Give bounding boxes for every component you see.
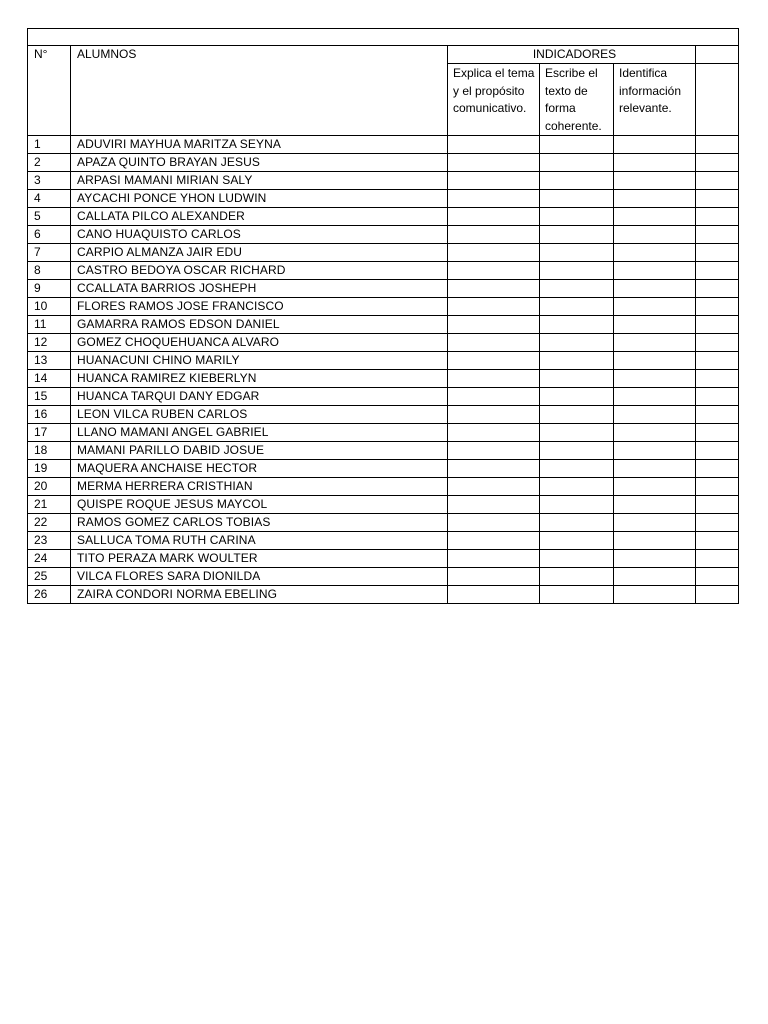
student-name: RAMOS GOMEZ CARLOS TOBIAS (71, 514, 448, 532)
student-name: LEON VILCA RUBEN CARLOS (71, 406, 448, 424)
indicator-1-cell[interactable] (448, 352, 540, 370)
student-name: MAQUERA ANCHAISE HECTOR (71, 460, 448, 478)
indicator-1-cell[interactable] (448, 154, 540, 172)
indicator-1-header: Explica el tema y el propósito comunicativo. (448, 64, 540, 136)
indicator-4-cell[interactable] (696, 388, 739, 406)
indicator-3-cell[interactable] (614, 190, 696, 208)
indicator-3-cell[interactable] (614, 460, 696, 478)
table-row (28, 496, 739, 514)
indicator-2-cell[interactable] (540, 298, 614, 316)
row-number: 11 (28, 316, 71, 334)
student-name: HUANCA RAMIREZ KIEBERLYN (71, 370, 448, 388)
indicator-2-cell[interactable] (540, 424, 614, 442)
indicator-2-cell[interactable] (540, 388, 614, 406)
indicator-3-cell[interactable] (614, 550, 696, 568)
indicator-4-cell[interactable] (696, 532, 739, 550)
row-number: 22 (28, 514, 71, 532)
table-row (28, 262, 739, 280)
row-number: 24 (28, 550, 71, 568)
indicator-1-cell[interactable] (448, 316, 540, 334)
indicator-3-cell[interactable] (614, 208, 696, 226)
indicator-3-cell[interactable] (614, 514, 696, 532)
row-number: 15 (28, 388, 71, 406)
indicator-3-cell[interactable] (614, 586, 696, 604)
student-name: TITO PERAZA MARK WOULTER (71, 550, 448, 568)
indicator-1-cell[interactable] (448, 406, 540, 424)
indicator-2-cell[interactable] (540, 442, 614, 460)
row-number: 20 (28, 478, 71, 496)
indicator-3-header: Identifica información relevante. (614, 64, 696, 136)
indicator-3-cell[interactable] (614, 136, 696, 154)
indicator-1-cell[interactable] (448, 244, 540, 262)
indicator-4-cell[interactable] (696, 298, 739, 316)
indicator-3-cell[interactable] (614, 226, 696, 244)
table-row (28, 370, 739, 388)
indicator-1-cell[interactable] (448, 550, 540, 568)
row-number: 16 (28, 406, 71, 424)
student-name: GOMEZ CHOQUEHUANCA ALVARO (71, 334, 448, 352)
indicator-4-cell[interactable] (696, 352, 739, 370)
table-row (28, 568, 739, 586)
indicator-4-cell[interactable] (696, 316, 739, 334)
indicator-3-cell[interactable] (614, 388, 696, 406)
indicator-4-cell[interactable] (696, 262, 739, 280)
row-number: 3 (28, 172, 71, 190)
table-row (28, 190, 739, 208)
indicator-1-cell[interactable] (448, 370, 540, 388)
student-name: ARPASI MAMANI MIRIAN SALY (71, 172, 448, 190)
indicator-4-header (696, 64, 739, 136)
table-row (28, 388, 739, 406)
indicator-2-cell[interactable] (540, 514, 614, 532)
indicator-1-cell[interactable] (448, 208, 540, 226)
indicator-2-cell[interactable] (540, 478, 614, 496)
student-name: CALLATA PILCO ALEXANDER (71, 208, 448, 226)
indicator-3-cell[interactable] (614, 424, 696, 442)
indicator-1-cell[interactable] (448, 298, 540, 316)
indicator-4-cell[interactable] (696, 208, 739, 226)
student-name: CARPIO ALMANZA JAIR EDU (71, 244, 448, 262)
indicator-4-cell[interactable] (696, 406, 739, 424)
indicator-3-cell[interactable] (614, 154, 696, 172)
table-row (28, 478, 739, 496)
indicator-3-cell[interactable] (614, 568, 696, 586)
extra-header-cell (696, 46, 739, 64)
table-row (28, 172, 739, 190)
indicator-2-cell[interactable] (540, 262, 614, 280)
student-name: GAMARRA RAMOS EDSON DANIEL (71, 316, 448, 334)
indicator-1-cell[interactable] (448, 514, 540, 532)
indicator-4-cell[interactable] (696, 496, 739, 514)
indicator-3-cell[interactable] (614, 496, 696, 514)
indicator-2-cell[interactable] (540, 244, 614, 262)
row-number: 9 (28, 280, 71, 298)
table-row (28, 406, 739, 424)
indicator-3-cell[interactable] (614, 172, 696, 190)
row-number: 1 (28, 136, 71, 154)
row-number: 26 (28, 586, 71, 604)
row-number: 14 (28, 370, 71, 388)
table-row (28, 532, 739, 550)
indicator-3-cell[interactable] (614, 370, 696, 388)
table-row (28, 586, 739, 604)
indicator-1-cell[interactable] (448, 568, 540, 586)
student-name: SALLUCA TOMA RUTH CARINA (71, 532, 448, 550)
indicator-2-cell[interactable] (540, 370, 614, 388)
indicator-4-cell[interactable] (696, 568, 739, 586)
row-number: 5 (28, 208, 71, 226)
row-number: 17 (28, 424, 71, 442)
indicator-1-cell[interactable] (448, 424, 540, 442)
indicators-group-header: INDICADORES (448, 46, 696, 64)
indicator-3-cell[interactable] (614, 244, 696, 262)
student-name: LLANO MAMANI ANGEL GABRIEL (71, 424, 448, 442)
indicator-4-cell[interactable] (696, 586, 739, 604)
student-name: AYCACHI PONCE YHON LUDWIN (71, 190, 448, 208)
table-row (28, 334, 739, 352)
indicator-1-cell[interactable] (448, 532, 540, 550)
indicator-3-cell[interactable] (614, 298, 696, 316)
indicator-4-cell[interactable] (696, 136, 739, 154)
indicator-3-cell[interactable] (614, 352, 696, 370)
table-row (28, 280, 739, 298)
indicator-2-cell[interactable] (540, 172, 614, 190)
number-column-header: N° (28, 46, 71, 136)
indicator-2-cell[interactable] (540, 568, 614, 586)
students-column-header: ALUMNOS (71, 46, 448, 136)
indicator-2-cell[interactable] (540, 586, 614, 604)
indicator-4-cell[interactable] (696, 442, 739, 460)
indicator-1-cell[interactable] (448, 442, 540, 460)
student-name: HUANACUNI CHINO MARILY (71, 352, 448, 370)
student-name: CASTRO BEDOYA OSCAR RICHARD (71, 262, 448, 280)
table-row (28, 460, 739, 478)
indicator-2-cell[interactable] (540, 496, 614, 514)
row-number: 25 (28, 568, 71, 586)
indicator-4-cell[interactable] (696, 280, 739, 298)
student-name: ADUVIRI MAYHUA MARITZA SEYNA (71, 136, 448, 154)
student-name: APAZA QUINTO BRAYAN JESUS (71, 154, 448, 172)
indicator-4-cell[interactable] (696, 460, 739, 478)
indicator-4-cell[interactable] (696, 154, 739, 172)
table-row (28, 154, 739, 172)
indicator-1-cell[interactable] (448, 496, 540, 514)
row-number: 19 (28, 460, 71, 478)
row-number: 10 (28, 298, 71, 316)
row-number: 23 (28, 532, 71, 550)
indicator-4-cell[interactable] (696, 190, 739, 208)
indicator-2-header: Escribe el texto de forma coherente. (540, 64, 614, 136)
student-name: VILCA FLORES SARA DIONILDA (71, 568, 448, 586)
indicator-3-cell[interactable] (614, 280, 696, 298)
table-row (28, 244, 739, 262)
indicator-3-cell[interactable] (614, 478, 696, 496)
row-number: 12 (28, 334, 71, 352)
indicator-3-cell[interactable] (614, 532, 696, 550)
row-number: 8 (28, 262, 71, 280)
indicator-2-cell[interactable] (540, 208, 614, 226)
indicator-4-cell[interactable] (696, 172, 739, 190)
indicator-1-cell[interactable] (448, 280, 540, 298)
indicator-1-cell[interactable] (448, 226, 540, 244)
indicator-4-cell[interactable] (696, 514, 739, 532)
table-row (28, 352, 739, 370)
table-row (28, 226, 739, 244)
indicator-1-cell[interactable] (448, 334, 540, 352)
table-title-row (28, 29, 739, 46)
indicator-3-cell[interactable] (614, 442, 696, 460)
student-name: MAMANI PARILLO DABID JOSUE (71, 442, 448, 460)
student-name: MERMA HERRERA CRISTHIAN (71, 478, 448, 496)
row-number: 18 (28, 442, 71, 460)
table-row (28, 514, 739, 532)
indicator-4-cell[interactable] (696, 550, 739, 568)
indicator-2-cell[interactable] (540, 226, 614, 244)
indicator-4-cell[interactable] (696, 226, 739, 244)
student-name: CANO HUAQUISTO CARLOS (71, 226, 448, 244)
indicator-2-cell[interactable] (540, 352, 614, 370)
indicator-1-cell[interactable] (448, 460, 540, 478)
indicator-1-cell[interactable] (448, 586, 540, 604)
indicator-1-cell[interactable] (448, 172, 540, 190)
indicator-3-cell[interactable] (614, 406, 696, 424)
indicator-4-cell[interactable] (696, 424, 739, 442)
row-number: 4 (28, 190, 71, 208)
table-row (28, 208, 739, 226)
indicator-2-cell[interactable] (540, 154, 614, 172)
indicator-2-cell[interactable] (540, 316, 614, 334)
row-number: 21 (28, 496, 71, 514)
indicator-1-cell[interactable] (448, 262, 540, 280)
indicator-3-cell[interactable] (614, 316, 696, 334)
indicator-2-cell[interactable] (540, 136, 614, 154)
indicator-4-cell[interactable] (696, 334, 739, 352)
indicator-4-cell[interactable] (696, 244, 739, 262)
indicator-2-cell[interactable] (540, 460, 614, 478)
indicator-2-cell[interactable] (540, 550, 614, 568)
indicator-3-cell[interactable] (614, 334, 696, 352)
indicator-3-cell[interactable] (614, 262, 696, 280)
indicator-2-cell[interactable] (540, 334, 614, 352)
indicator-1-cell[interactable] (448, 190, 540, 208)
indicator-4-cell[interactable] (696, 370, 739, 388)
row-number: 13 (28, 352, 71, 370)
indicator-1-cell[interactable] (448, 136, 540, 154)
row-number: 7 (28, 244, 71, 262)
table-row (28, 136, 739, 154)
indicator-2-cell[interactable] (540, 406, 614, 424)
student-name: CCALLATA BARRIOS JOSHEPH (71, 280, 448, 298)
student-name: FLORES RAMOS JOSE FRANCISCO (71, 298, 448, 316)
indicator-4-cell[interactable] (696, 478, 739, 496)
student-name: HUANCA TARQUI DANY EDGAR (71, 388, 448, 406)
evaluation-sheet (27, 28, 738, 604)
indicator-2-cell[interactable] (540, 280, 614, 298)
table-row (28, 550, 739, 568)
title-blank-cell (28, 29, 739, 46)
indicator-2-cell[interactable] (540, 532, 614, 550)
student-indicator-table (27, 28, 739, 604)
indicator-1-cell[interactable] (448, 478, 540, 496)
table-row (28, 442, 739, 460)
header-row (28, 46, 739, 64)
student-name: QUISPE ROQUE JESUS MAYCOL (71, 496, 448, 514)
indicator-2-cell[interactable] (540, 190, 614, 208)
indicator-1-cell[interactable] (448, 388, 540, 406)
table-row (28, 298, 739, 316)
student-name: ZAIRA CONDORI NORMA EBELING (71, 586, 448, 604)
table-row (28, 424, 739, 442)
row-number: 6 (28, 226, 71, 244)
table-row (28, 316, 739, 334)
row-number: 2 (28, 154, 71, 172)
